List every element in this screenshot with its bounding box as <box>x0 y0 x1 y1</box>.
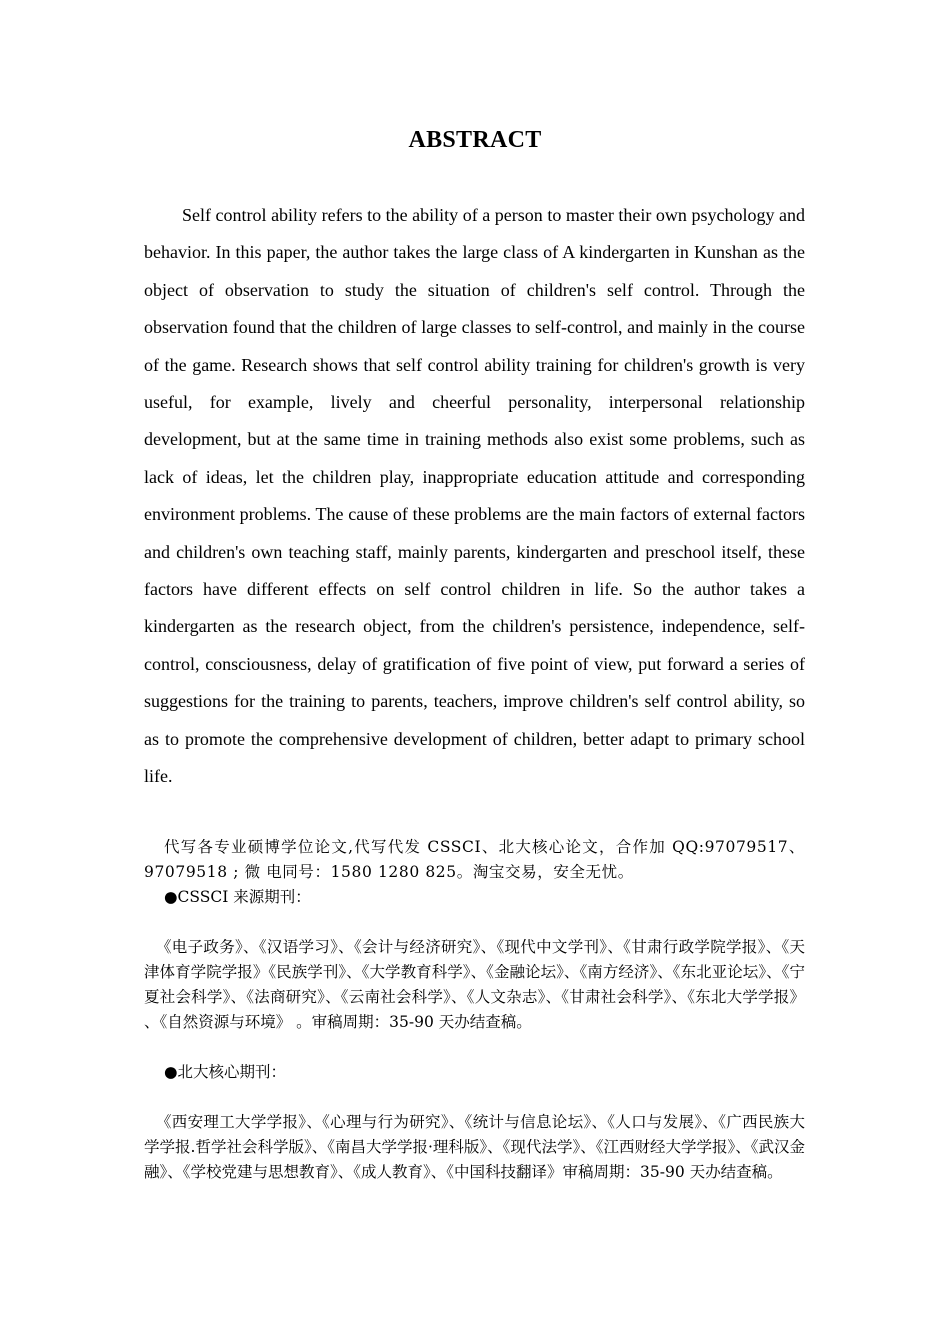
pku-journal-list: 《西安理工大学学报》、《心理与行为研究》、《统计与信息论坛》、《人口与发展》、《广西民族大学学报.哲学社会科学版》、《南昌大学学报·理科版》、《现代法学》、《江西财经大学学报》、《武汉金融》、《学校党建与思想教育》、《成人教育》、《中国科技翻译》审稿周期：35-90 天办结查稿。 <box>144 1113 805 1181</box>
advertisement-block <box>144 835 805 1185</box>
abstract-title: ABSTRACT <box>408 127 542 153</box>
spacer <box>144 1085 805 1110</box>
ad-intro-text: 代写各专业硕博学位论文,代写代发 CSSCI、北大核心论文，合作加 QQ:97079517、97079518 ; 微 电同号：1580 1280 825。淘宝交易，安全无忧。 <box>144 838 805 881</box>
spacer <box>144 910 805 935</box>
spacer <box>144 1035 805 1060</box>
pku-heading: ●北大核心期刊： <box>164 1063 287 1081</box>
cssci-heading: ●CSSCI 来源期刊： <box>164 888 311 906</box>
cssci-journal-list: 《电子政务》、《汉语学习》、《会计与经济研究》、《现代中文学刊》、《甘肃行政学院学报》、《天津体育学院学报》《民族学刊》、《大学教育科学》、《金融论坛》、《南方经济》、《东北亚论坛》、《宁夏社会科学》、《法商研究》、《云南社会科学》、《人文杂志》、《甘肃社会科学》、《东北大学学报》 、《自然资源与环境》 。审稿周期：35-90 天办结查稿。 <box>144 938 805 1031</box>
abstract-body: Self control ability refers to the ability of a person to master their own psychology and behavior. In this paper, the author takes the large class of A kindergarten in Kunshan as the object of observation to study the situation of children's self control. Through the observation found that the children of large classes to self-control, and mainly in the course of the game. Research shows that self control ability training for children's growth is very useful, for example, lively and cheerful personality, interpersonal relationship development, but at the same time in training methods also exist some problems, such as lack of ideas, let the children play, inappropriate education attitude and corresponding environment problems. The cause of these problems are the main factors of external factors and children's own teaching staff, mainly parents, kindergarten and preschool itself, these factors have different effects on self control children in life. So the author takes a kindergarten as the research object, from the children's persistence, independence, self-control, consciousness, delay of gratification of five point of view, put forward a series of suggestions for the training to parents, teachers, improve children's self control ability, so as to promote the comprehensive development of children, better adapt to primary school life. <box>144 205 805 787</box>
